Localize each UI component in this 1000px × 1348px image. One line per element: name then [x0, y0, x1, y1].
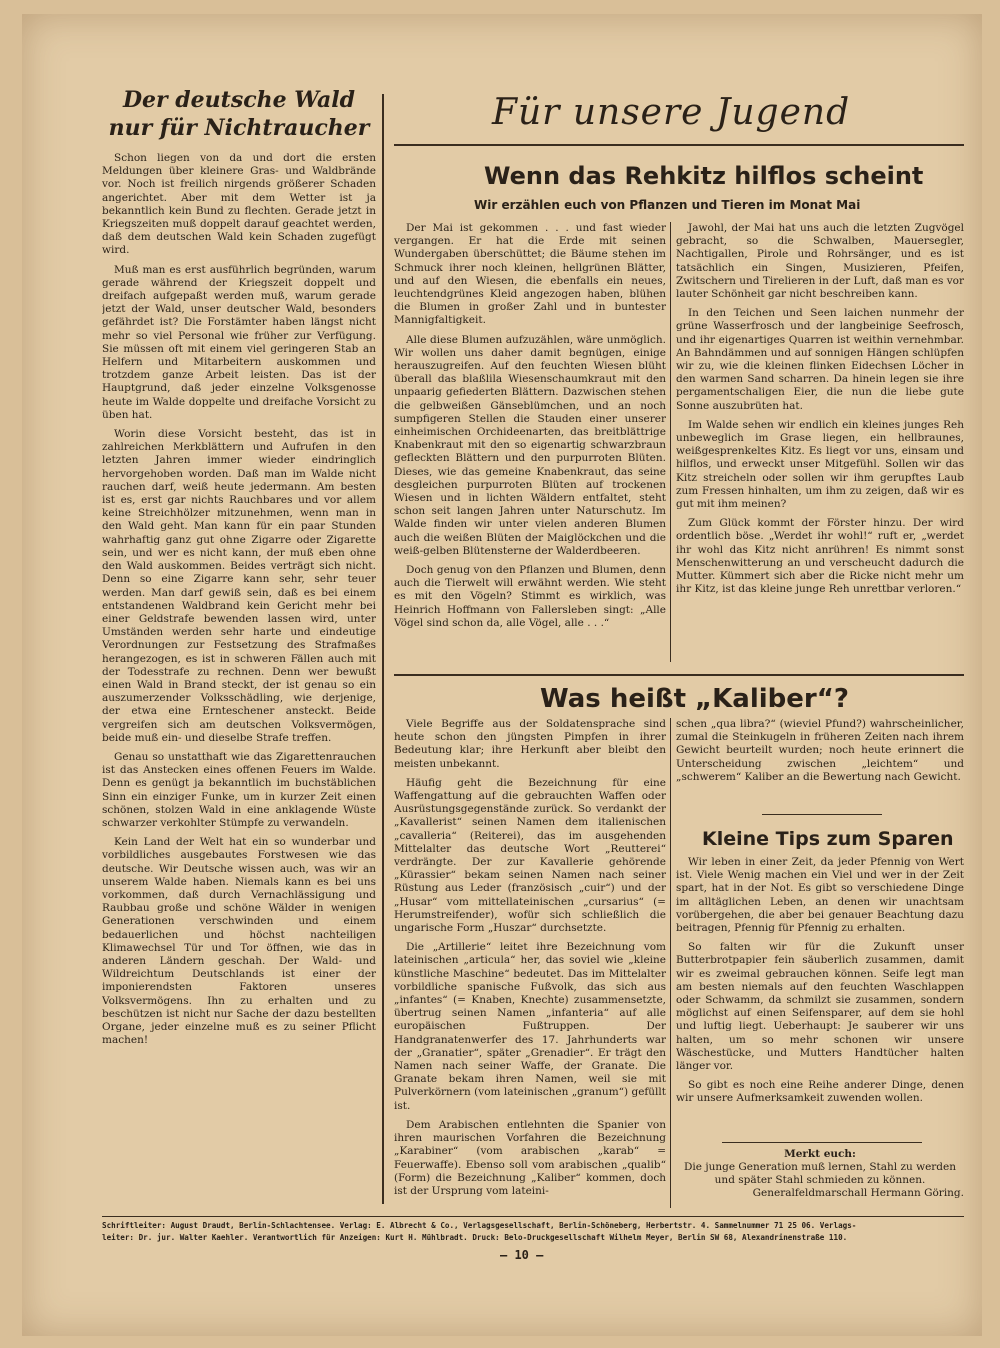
rehkitz-subtitle: Wir erzählen euch von Pflanzen und Tieren im Monat Mai [474, 198, 861, 212]
tips-rule [762, 814, 882, 815]
rehkitz-paragraph: Im Walde sehen wir endlich ein kleines junges Reh unbeweglich im Grase liegen, ein hellbraunes, weißgesprenkeltes Kitz. Es liegt vor uns, einsam und hilflos, und erweckt unser Mitgefühl. Sollen wir das Kitz streicheln oder sollen wir ihm gerupftes Laub zum Fressen hinhalten, um ihm zu zeigen, daß wir es gut mit ihm meinen? [676, 418, 964, 511]
left-paragraph: Muß man es erst ausführlich begründen, warum gerade während der Kriegszeit doppelt und dreifach aufgepaßt werden muß, warum gerade jetzt der Wald, unser deutscher Wald, besonders gefährdet ist? Die Forstämter haben längst nicht mehr so viel Personal wie früher zur Verfügung. Sie müssen oft mit einem viel geringeren Stab an Helfern und Mitarbeitern auskommen und trotzdem ganze Arbeit leisten. Das ist der Hauptgrund, daß jeder einzelne Volksgenosse heute im Walde doppelte und dreifache Vorsicht zu üben hat. [102, 263, 376, 421]
rehkitz-divider [670, 222, 671, 662]
rehkitz-right-column [676, 222, 964, 672]
tips-paragraph: Wir leben in einer Zeit, da jeder Pfennig von Wert ist. Viele Wenig machen ein Viel und wer in der Zeit spart, hat in der Not. Es gibt so verschiedene Dinge im alltäglichen Leben, an denen wir unachtsam vorübergehen, die aber bei genauer Beachtung dazu beitragen, Pfennig für Pfennig zu erhalten. [676, 856, 964, 935]
kaliber-paragraph: schen „qua libra?“ (wieviel Pfund?) wahrscheinlicher, zumal die Steinkugeln in früheren Zeiten nach ihrem Gewicht beurteilt wurden; noch heute erinnert die Unterscheidung zwischen „leichtem“ und „schwerem“ Kaliber an die Bewertung nach Gewicht. [676, 718, 964, 783]
kaliber-right-column [676, 718, 964, 808]
newspaper-page [22, 14, 982, 1336]
imprint-line-2: leiter: Dr. jur. Walter Kaehler. Verantwortlich für Anzeigen: Kurt H. Mühlbradt. Druck: Belo-Druckgesellschaft Wilhelm Meyer, Berlin SW 68, Alexandrinenstraße 110. [102, 1233, 848, 1242]
rehkitz-paragraph: In den Teichen und Seen laichen nunmehr der grüne Wasserfrosch und der langbeinige Seefrosch, und ihr eigenartiges Quarren ist weithin vernehmbar. An Bahndämmen und auf sonnigen Hängen schlüpfen wir zu, wie die kleinen flinken Eidechsen Löcher in den warmen Sand scharren. Da hinein legen sie ihre pergamentschaligen Eier, die nun die liebe gute Sonne auszubrüten hat. [676, 307, 964, 412]
kaliber-paragraph: Dem Arabischen entlehnten die Spanier von ihren maurischen Vorfahren die Bezeichnung „Karabiner“ (vom arabischen „karab“ = Feuerwaffe). Ebenso soll vom arabischen „qualib“ (Form) die Bezeichnung „Kaliber“ kommen, doch ist der Ursprung vom lateini- [394, 1118, 666, 1197]
kaliber-rule [394, 674, 964, 676]
imprint-line-1: Schriftleiter: August Draudt, Berlin-Schlachtensee. Verlag: E. Albrecht & Co., Verlagsgesellschaft, Berlin-Schöneberg, Herbertstr. 4. Sammelnummer 71 25 06. Verlags- [102, 1221, 857, 1230]
rehkitz-paragraph: Alle diese Blumen aufzuzählen, wäre unmöglich. Wir wollen uns daher damit begnügen, einige herauszugreifen. Auf den feuchten Wiesen blüht überall das blaßlila Wiesenschaumkraut mit den unpaarig gefiederten Blättern. Dazwischen stehen die gelbweißen Gänseblümchen, und an noch sumpfigeren Stellen die Stauden einer unserer einheimischen Orchideenarten, das breitblättrige Knabenkraut mit den so eigenartig schwarzbraun gefleckten Blättern und den purpurroten Blüten. Dieses, wie das gemeine Knabenkraut, das seine desgleichen purpurroten Blüten auf trockenen Wiesen und in lichten Wäldern entfaltet, steht schon seit langen Jahren unter Naturschutz. Im Walde finden wir unter vielen anderen Blumen auch die weißen Blüten der Maiglöckchen und die weiß-gelben Blütensterne der Walderdbeeren. [394, 333, 666, 557]
left-article-title-line2: nur für Nichtraucher [108, 115, 370, 141]
page-number: — 10 — [500, 1248, 544, 1262]
left-paragraph: Schon liegen von da und dort die ersten Meldungen über kleinere Gras- und Waldbrände vor. Noch ist freilich nirgends größerer Schaden angerichtet. Aber mit dem Wetter ist ja bekanntlich kein Bund zu flechten. Gerade jetzt in Kriegszeiten muß doppelt darauf geachtet werden, daß dem deutschen Wald kein Schaden zugefügt wird. [102, 152, 376, 257]
quote-rule [722, 1142, 922, 1143]
rehkitz-left-column [394, 222, 666, 672]
section-header-title: Für unsere Jugend [492, 92, 851, 133]
rehkitz-paragraph: Doch genug von den Pflanzen und Blumen, denn auch die Tierwelt will erwähnt werden. Wie steht es mit den Vögeln? Stimmt es wirklich, was Heinrich Hoffmann von Fallersleben singt: „Alle Vögel sind schon da, alle Vögel, alle . . .“ [394, 564, 666, 629]
kaliber-paragraph: Häufig geht die Bezeichnung für eine Waffengattung auf die gebrauchten Waffen oder Ausrüstungsgegenstände zurück. So verdankt der „Kavallerist“ seinen Namen dem italienischen „cavalleria“ (Reiterei), das im ausgehenden Mittelalter das deutsche Wort „Reutterei“ verdrängte. Der zur Kavallerie gehörende „Kürassier“ bekam seinen Namen nach seiner Rüstung aus Leder (französisch „cuir“) und der „Husar“ vom mittellateinischen „cursarius“ (= Herumstreifender), wofür sich schließlich die ungarische Form „Huszar“ durchsetzte. [394, 776, 666, 935]
kaliber-paragraph: Die „Artillerie“ leitet ihre Bezeichnung vom lateinischen „articula“ her, das soviel wie „kleine künstliche Maschine“ bedeutet. Das im Mittelalter vorbildliche spanische Fußvolk, das sich aus „infantes“ (= Knaben, Knechte) zusammensetzte, übertrug seinen Namen „infanteria“ auf alle europäischen Fußtruppen. Der Handgranatenwerfer des 17. Jahrhunderts war der „Granatier“, später „Grenadier“. Er trägt den Namen nach seiner Waffe, der Granate. Die Granate bekam ihren Namen, weil sie mit Pulverkörnern (vom lateinischen „granum“) gefüllt ist. [394, 941, 666, 1112]
rehkitz-paragraph: Der Mai ist gekommen . . . und fast wieder vergangen. Er hat die Erde mit seinen Wundergaben überschüttet; die Bäume stehen im Schmuck ihrer noch kleinen, hellgrünen Blätter, und auf den Wiesen, die ebenfalls ein neues, leuchtendgrünes Kleid angezogen haben, blühen die Blumen in großer Zahl und in buntester Mannigfaltigkeit. [394, 222, 666, 327]
quote-signature: Generalfeldmarschall Hermann Göring. [752, 1187, 964, 1199]
column-divider [382, 94, 384, 1204]
rehkitz-paragraph: Zum Glück kommt der Förster hinzu. Der wird ordentlich böse. „Werdet ihr wohl!“ ruft er, „werdet ihr wohl das Kitz nicht anrühren! Es nimmt sonst Menschenwitterung an und verscheucht dadurch die Mutter. Kümmert sich aber die Ricke nicht mehr um ihr Kitz, ist das kleine junge Reh unrettbar verloren.“ [676, 517, 964, 596]
merkt-heading: Merkt euch: [784, 1148, 856, 1160]
left-paragraph: Worin diese Vorsicht besteht, das ist in zahlreichen Merkblättern und Aufrufen in den letzten Jahren immer wieder eindringlich hervorgehoben worden. Daß man im Walde nicht rauchen darf, weiß heute jedermann. Am besten ist es, erst gar nichts Rauchbares und vor allem keine Streichhölzer mitzunehmen, wenn man in den Wald geht. Man kann für ein paar Stunden wahrhaftig ganz gut ohne Zigarre oder Zigarette sein, und wer es nicht kann, der muß eben ohne den Wald auskommen. Beides verträgt sich nicht. Denn so eine Zigarre kann sehr, sehr teuer werden. Man darf gewiß sein, daß es bei einem entstandenen Waldbrand kein Gericht mehr bei einer Geldstrafe bewenden lassen wird, unter Umständen werden sehr harte und eindeutige Verordnungen zur Festsetzung des Strafmaßes herangezogen, es ist in schweren Fällen auch mit der Todesstrafe zu rechnen. Denn wer bewußt einen Wald in Brand steckt, der ist genau so ein auszumerzender Volksschädling, wie derjenige, der etwa eine Ernteschener ansteckt. Beide vergreifen sich am deutschen Volksvermögen, beide muß ein- und dieselbe Strafe treffen. [102, 428, 376, 744]
tips-paragraph: So gibt es noch eine Reihe anderer Dinge, denen wir unsere Aufmerksamkeit zuwenden wollen. [676, 1079, 964, 1105]
rehkitz-paragraph: Jawohl, der Mai hat uns auch die letzten Zugvögel gebracht, so die Schwalben, Mauersegler, Nachtigallen, Pirole und Rohrsänger, und es ist tatsächlich ein Singen, Musizieren, Pfeifen, Zwitschern und Tirelieren in der Luft, daß man es vor lauter Schönheit gar nicht beschreiben kann. [676, 222, 964, 301]
left-article-title-line1: Der deutsche Wald [122, 87, 356, 113]
goering-quote: Die junge Generation muß lernen, Stahl zu werden und später Stahl schmieden zu können. [684, 1161, 956, 1186]
left-paragraph: Genau so unstatthaft wie das Zigarettenrauchen ist das Anstecken eines offenen Feuers im Walde. Denn es genügt ja bekanntlich im buchstäblichen Sinn ein einziger Funke, um in kurzer Zeit einen schönen, stolzen Wald in eine anklagende Wüste schwarzer verkohlter Stümpfe zu verwandeln. [102, 750, 376, 829]
footer-rule [102, 1216, 964, 1217]
header-rule [394, 144, 964, 146]
tips-title: Kleine Tips zum Sparen [702, 828, 954, 850]
rehkitz-title: Wenn das Rehkitz hilflos scheint [484, 162, 924, 190]
left-column [102, 86, 376, 1216]
kaliber-divider [670, 718, 671, 1208]
tips-paragraph: So falten wir für die Zukunft unser Butterbrotpapier fein säuberlich zusammen, damit wir es zweimal gebrauchen können. Seife legt man am besten niemals auf den feuchten Waschlappen oder Schwamm, da schmilzt sie zusammen, sondern möglichst auf einen Seifensparer, auf dem sie hohl und luftig liegt. Ueberhaupt: Je sauberer wir uns halten, um so mehr schonen wir unsere Wäschestücke, und Mutters Handtücher halten länger vor. [676, 941, 964, 1073]
kaliber-left-column [394, 718, 666, 1218]
quote-box [676, 1148, 964, 1218]
kaliber-title: Was heißt „Kaliber“? [540, 684, 849, 714]
tips-column [676, 856, 964, 1156]
left-paragraph: Kein Land der Welt hat ein so wunderbar und vorbildliches ausgebautes Forstwesen wie das deutsche. Wir Deutsche wissen auch, was wir an unserem Walde haben. Niemals kann es bei uns vorkommen, daß durch Vernachlässigung und Raubbau große und schöne Wälder in wenigen Generationen verschwinden und einem bedauerlichen und höchst nachteiligen Klimawechsel Tür und Tor öffnen, wie das in anderen Ländern geschah. Der Wald- und Wildreichtum Deutschlands ist einer der imponierendsten Faktoren unseres Volksvermögens. Ihn zu erhalten und zu beschützen ist nicht nur Sache der dazu bestellten Organe, jeder einzelne muß es zu seiner Pflicht machen! [102, 836, 376, 1047]
kaliber-paragraph: Viele Begriffe aus der Soldatensprache sind heute schon den jüngsten Pimpfen in ihrer Bedeutung klar; ihre Herkunft aber bleibt den meisten unbekannt. [394, 718, 666, 770]
